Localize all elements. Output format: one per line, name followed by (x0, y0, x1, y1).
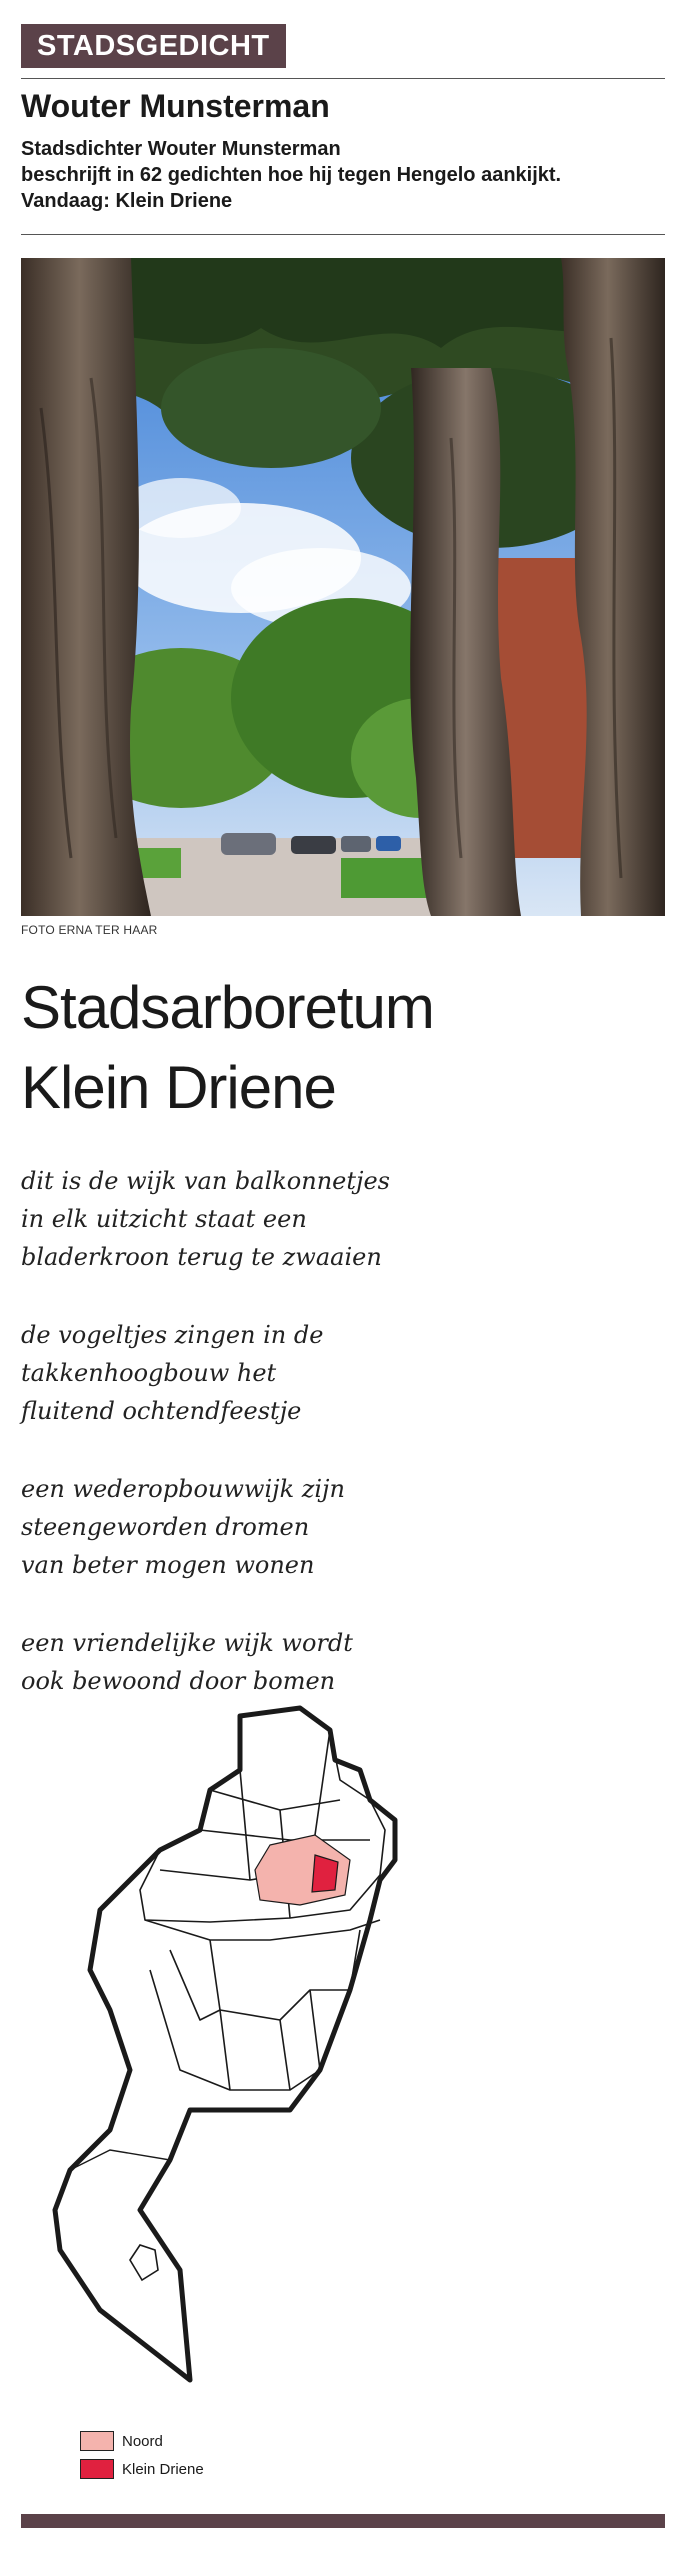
author-name: Wouter Munsterman (21, 88, 330, 124)
middle-rule (21, 234, 665, 235)
district-map (50, 1690, 610, 2410)
legend-item-klein-driene (80, 2456, 204, 2482)
intro-text (21, 136, 665, 214)
poem-line: van beter mogen wonen (21, 1551, 315, 1579)
poem-line: fluitend ochtendfeestje (21, 1397, 302, 1425)
intro-line: Stadsdichter Wouter Munsterman (21, 138, 341, 160)
section-kicker: STADSGEDICHT (21, 24, 286, 68)
poem-line: dit is de wijk van balkonnetjes (21, 1167, 390, 1195)
poem-line: in elk uitzicht staat een (21, 1205, 307, 1233)
poem-title-line: Stadsarboretum (21, 974, 434, 1041)
poem-line: een vriendelijke wijk wordt (21, 1629, 353, 1657)
poem-line: ook bewoond door bomen (21, 1667, 336, 1695)
photo-caption: FOTO ERNA TER HAAR (21, 923, 158, 937)
poem-stanza (21, 1624, 353, 1700)
legend-item-noord (80, 2428, 204, 2454)
poem-stanza (21, 1470, 345, 1584)
tree-photo-illustration (21, 258, 665, 916)
poem-line: de vogeltjes zingen in de (21, 1321, 324, 1349)
legend-label: Klein Driene (122, 2460, 204, 2478)
legend-swatch (80, 2431, 114, 2451)
poem-line: takkenhoogbouw het (21, 1359, 277, 1387)
intro-line: beschrijft in 62 gedichten hoe hij tegen Hengelo aankijkt. (21, 164, 562, 186)
poem-title (21, 968, 434, 1128)
intro-line: Vandaag: Klein Driene (21, 190, 233, 212)
poem-stanza (21, 1162, 390, 1276)
poem-line: een wederopbouwwijk zijn (21, 1475, 345, 1503)
top-rule (21, 78, 665, 79)
bottom-rule (21, 2514, 665, 2528)
legend-label: Noord (122, 2432, 163, 2450)
poem-line: steengeworden dromen (21, 1513, 310, 1541)
hengelo-map-illustration (50, 1690, 610, 2410)
poem-line: bladerkroon terug te zwaaien (21, 1243, 382, 1271)
district-klein-driene (312, 1855, 338, 1892)
poem-stanza (21, 1316, 323, 1430)
legend-swatch (80, 2459, 114, 2479)
poem-title-line: Klein Driene (21, 1054, 336, 1121)
tree-photo (21, 258, 665, 916)
map-legend (80, 2428, 204, 2484)
